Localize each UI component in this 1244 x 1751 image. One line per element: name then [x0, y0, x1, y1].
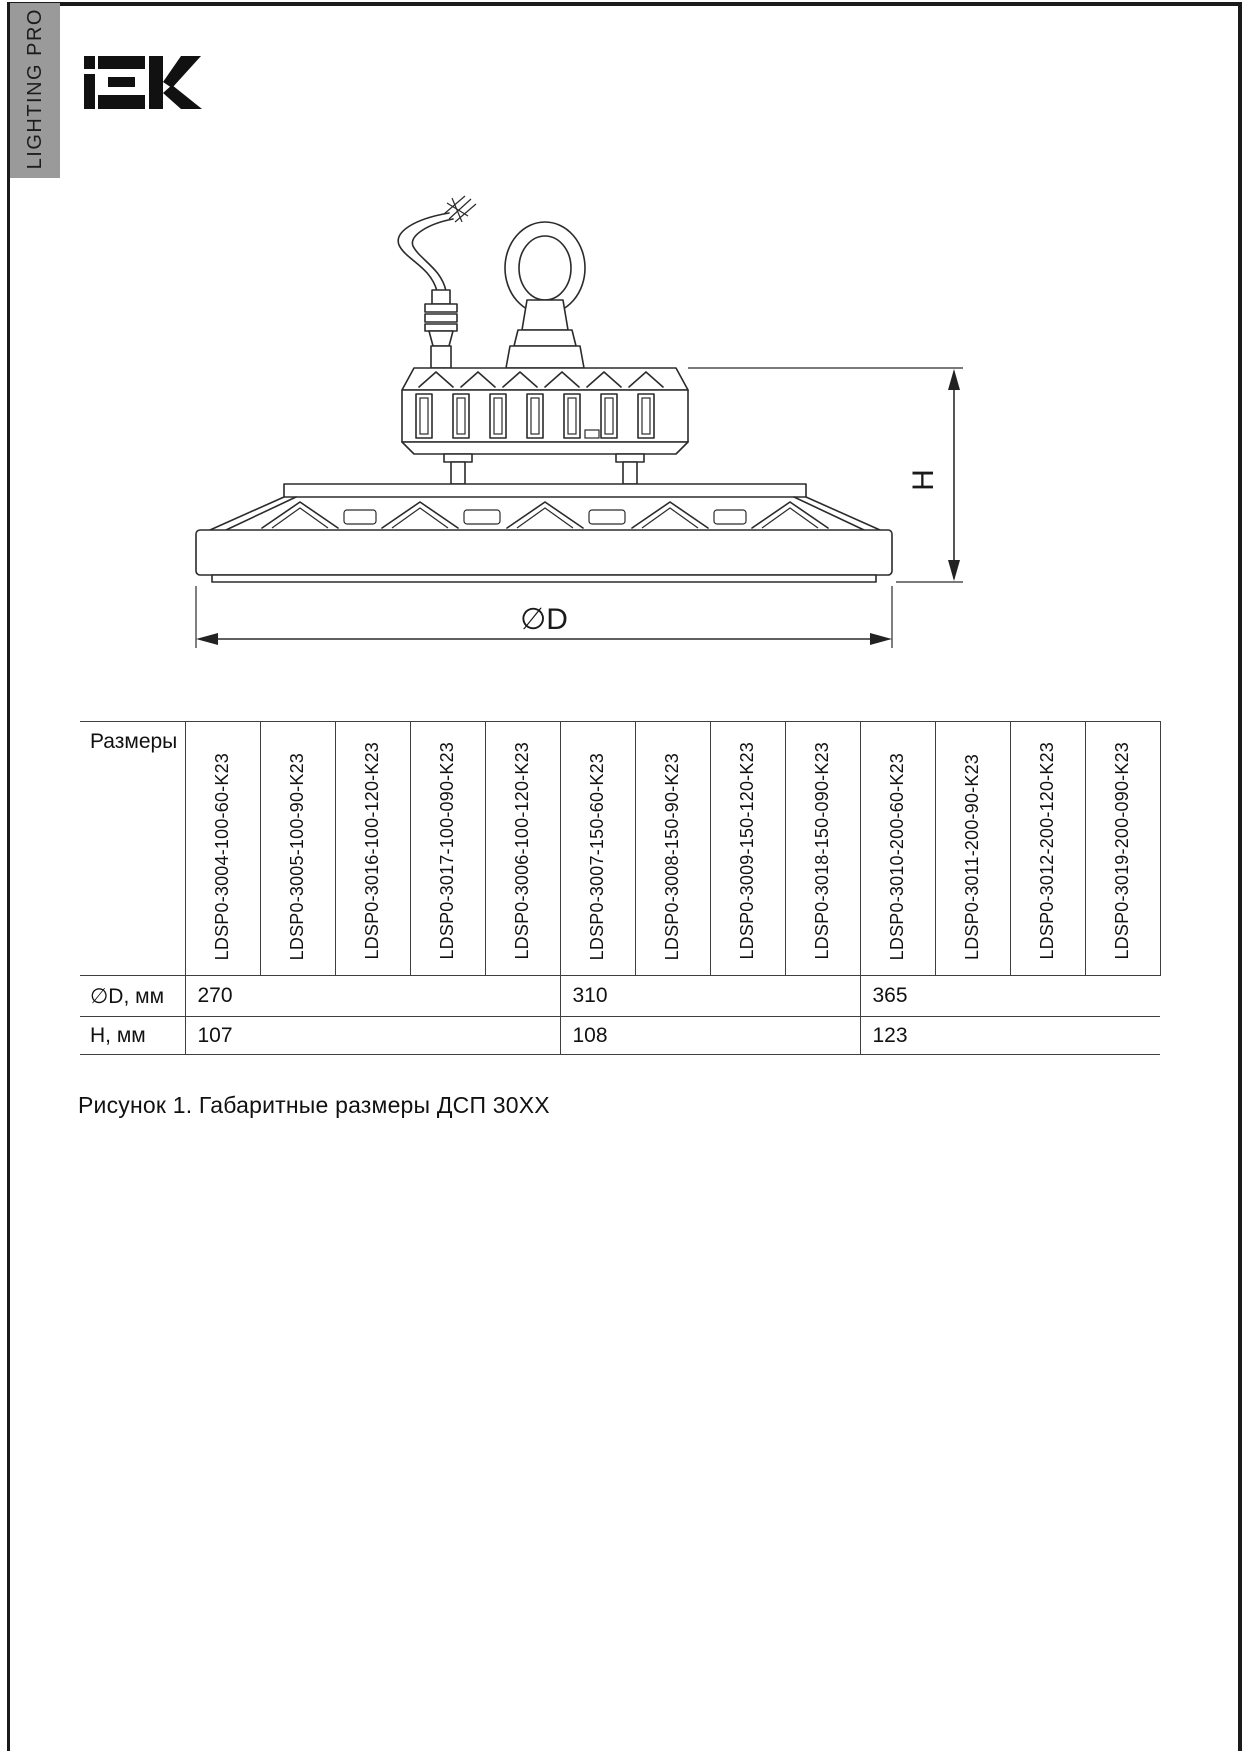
- diameter-value: 365: [860, 976, 1160, 1017]
- heatsink-truss: [210, 484, 880, 530]
- column-header: [1010, 722, 1085, 976]
- product-code: LDSP0-3017-100-090-K23: [437, 742, 457, 960]
- product-code: LDSP0-3005-100-90-K23: [287, 752, 307, 960]
- luminaire-dimension-drawing: [0, 0, 1000, 690]
- product-code: LDSP0-3016-100-120-K23: [362, 742, 382, 960]
- row-label-height: H, мм: [80, 1017, 185, 1055]
- height-value: 123: [860, 1017, 1160, 1055]
- product-code: LDSP0-3012-200-120-K23: [1037, 742, 1057, 960]
- column-header: [260, 722, 335, 976]
- column-header: [785, 722, 860, 976]
- cable: [398, 196, 476, 291]
- height-value: 107: [185, 1017, 560, 1055]
- product-code: LDSP0-3009-150-120-K23: [737, 742, 757, 960]
- product-code: LDSP0-3010-200-60-K23: [887, 752, 907, 960]
- column-header: [485, 722, 560, 976]
- h-dim-label: H: [907, 469, 940, 491]
- brand-vertical-label: LIGHTING PRO: [23, 7, 46, 169]
- diameter-dimension: [196, 586, 892, 648]
- figure-caption: Рисунок 1. Габаритные размеры ДСП 30ХХ: [78, 1092, 550, 1118]
- cable-gland: [425, 290, 457, 368]
- column-header: [710, 722, 785, 976]
- column-header: [635, 722, 710, 976]
- table-header-row: [80, 722, 1160, 976]
- page-border-right: [1238, 2, 1242, 1751]
- column-header: [935, 722, 1010, 976]
- eye-bolt: [505, 222, 585, 368]
- column-header: [560, 722, 635, 976]
- diameter-value: 270: [185, 976, 560, 1017]
- driver-housing: [402, 368, 688, 454]
- column-header: [185, 722, 260, 976]
- product-code: LDSP0-3007-150-60-K23: [587, 752, 607, 960]
- product-code: LDSP0-3006-100-120-K23: [512, 742, 532, 960]
- column-header: [1085, 722, 1160, 976]
- product-code: LDSP0-3008-150-90-K23: [662, 752, 682, 960]
- table-row-height: [80, 1017, 1160, 1055]
- lamp-body: [196, 530, 892, 582]
- column-header: [410, 722, 485, 976]
- diameter-value: 310: [560, 976, 860, 1017]
- column-header: [335, 722, 410, 976]
- product-code: LDSP0-3004-100-60-K23: [212, 752, 232, 960]
- corner-header-cell: Размеры: [80, 722, 185, 976]
- d-dim-label: ∅D: [520, 603, 568, 636]
- height-value: 108: [560, 1017, 860, 1055]
- table-row-diameter: [80, 976, 1160, 1017]
- mounting-posts: [444, 454, 644, 484]
- product-code: LDSP0-3019-200-090-K23: [1112, 742, 1132, 960]
- column-header: [860, 722, 935, 976]
- product-code: LDSP0-3018-150-090-K23: [812, 742, 832, 960]
- dimensions-table: [80, 721, 1161, 1055]
- product-code: LDSP0-3011-200-90-K23: [962, 754, 982, 960]
- row-label-diameter: ∅D, мм: [80, 976, 185, 1017]
